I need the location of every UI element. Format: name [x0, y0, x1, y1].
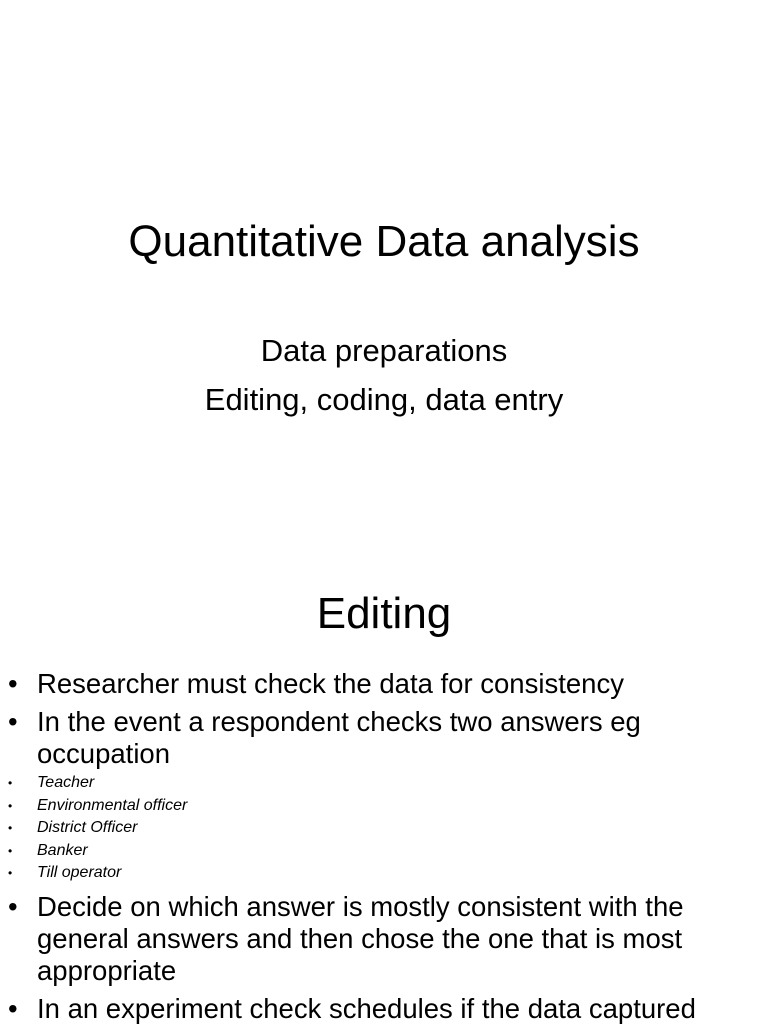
- bullet-list: [0, 668, 768, 1024]
- bullet-item: [0, 993, 768, 1024]
- sub-bullet-text: Environmental officer: [37, 796, 188, 814]
- slide-subtitle-line1: Data preparations: [260, 333, 508, 368]
- bullet-dot-icon: •: [8, 866, 13, 881]
- sub-bullet-item: [0, 817, 768, 840]
- bullet-text: Researcher must check the data for consistency: [37, 668, 624, 699]
- sub-bullet-item: [0, 840, 768, 863]
- bullet-item: [0, 668, 768, 700]
- bullet-dot-icon: •: [8, 843, 13, 858]
- sub-bullet-text: Till operator: [37, 864, 122, 882]
- bullet-text: In an experiment check schedules if the data captured: [37, 992, 696, 1024]
- bullet-dot-icon: •: [8, 992, 18, 1024]
- sub-bullet-item: [0, 862, 768, 885]
- sub-bullet-text: Banker: [37, 841, 88, 859]
- bullet-dot-icon: •: [8, 776, 13, 790]
- bullet-item: [0, 891, 768, 987]
- bullet-text: In the event a respondent checks two answers eg occupation: [37, 706, 641, 769]
- sub-bullet-item: [0, 772, 768, 795]
- sub-bullet-text: Teacher: [37, 774, 95, 791]
- bullet-dot-icon: •: [8, 668, 18, 699]
- sub-bullet-item: [0, 795, 768, 818]
- bullet-item: [0, 706, 768, 770]
- bullet-dot-icon: •: [8, 706, 18, 737]
- bullet-dot-icon: •: [8, 798, 13, 813]
- editing-slide: [0, 576, 768, 1024]
- sub-bullet-group: [0, 772, 768, 885]
- sub-bullet-text: District Officer: [37, 819, 138, 837]
- editing-slide-title: Editing: [316, 589, 452, 638]
- bullet-text: Decide on which answer is mostly consistent with the general answers and then chose the one that is most appropriate: [37, 890, 684, 986]
- slide-title: Quantitative Data analysis: [128, 217, 640, 266]
- slide-subtitle-line2: Editing, coding, data entry: [204, 382, 564, 417]
- bullet-dot-icon: •: [8, 890, 18, 922]
- bullet-dot-icon: •: [8, 821, 13, 836]
